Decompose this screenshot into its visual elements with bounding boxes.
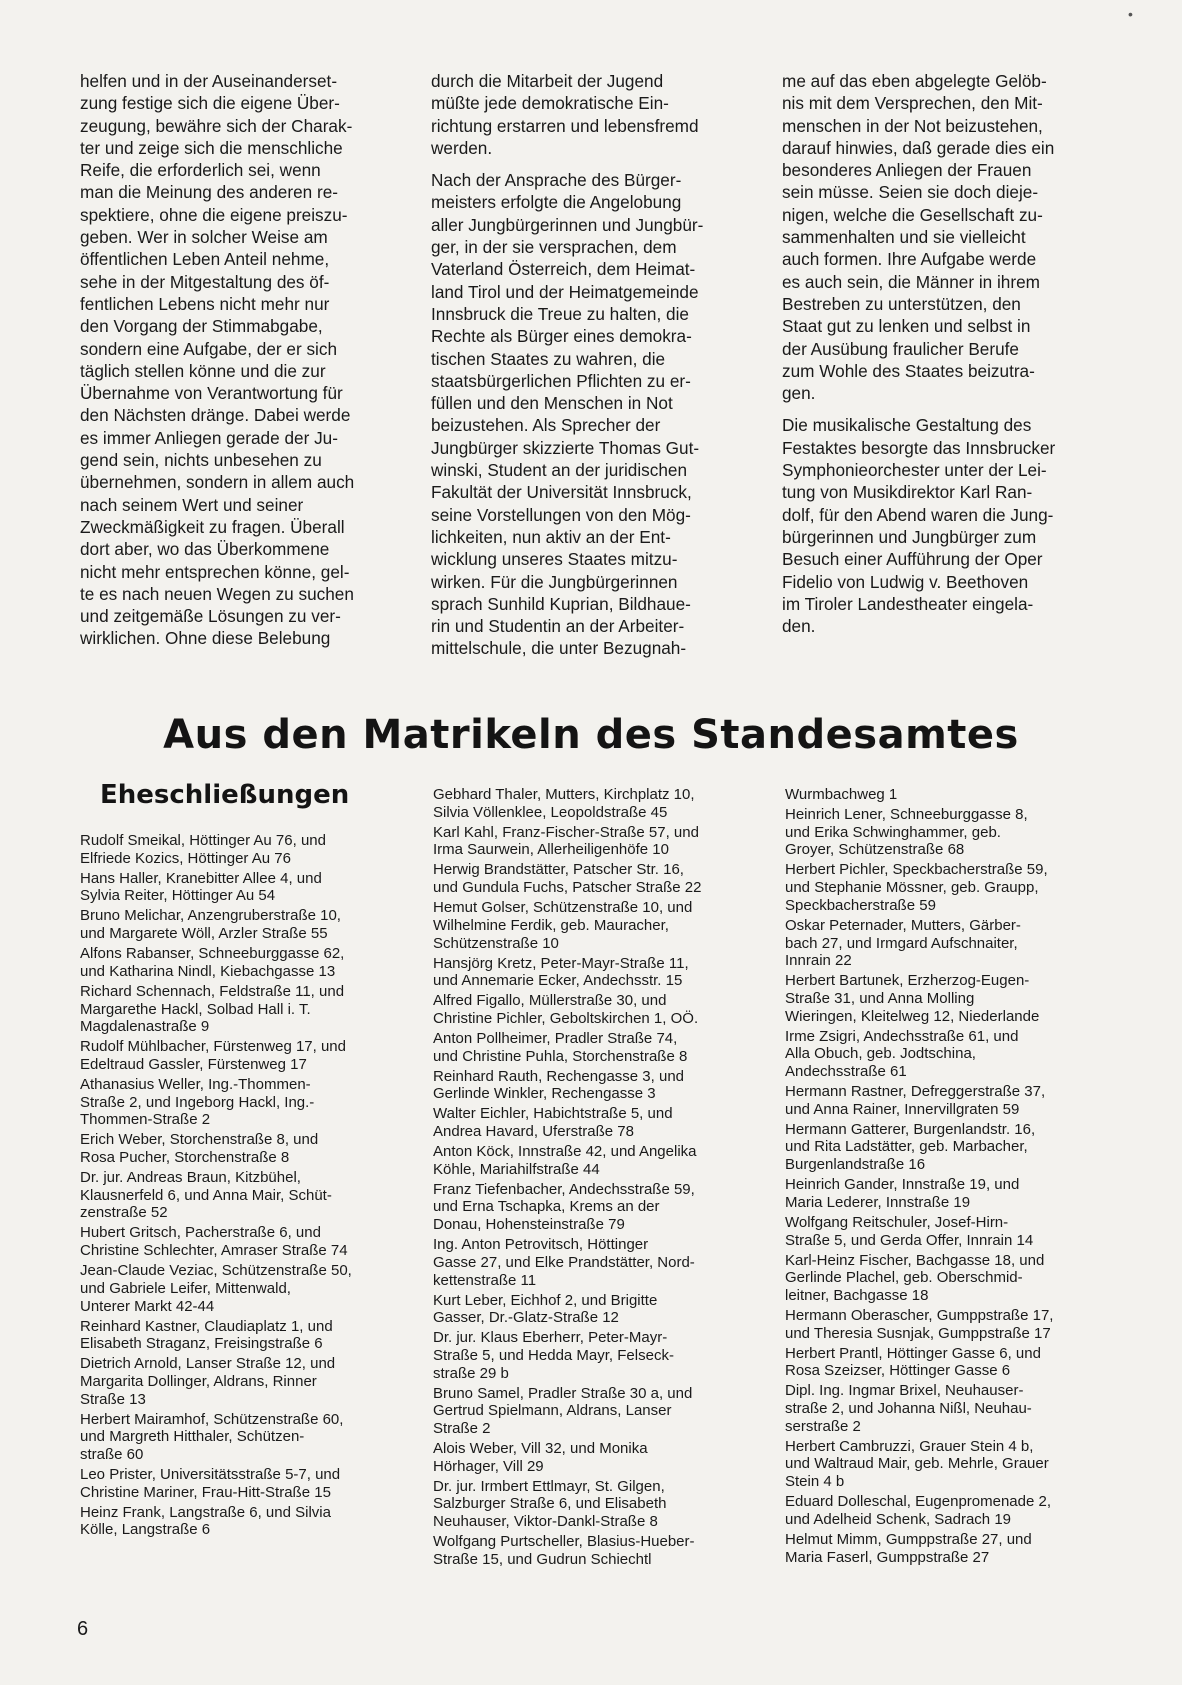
- corner-mark: •: [1128, 6, 1133, 22]
- marriage-entry: Alfons Rabanser, Schneeburggasse 62, und Katharina Nindl, Kiebachgasse 13: [80, 945, 345, 980]
- marriage-entry: Herwig Brandstätter, Patscher Str. 16, und Gundula Fuchs, Patscher Straße 22: [433, 861, 702, 897]
- marriage-entry: Dipl. Ing. Ingmar Brixel, Neuhauser- straße 2, und Johanna Nißl, Neuhau- serstraße 2: [785, 1382, 1032, 1435]
- marriage-entry: Hermann Gatterer, Burgenlandstr. 16, und Rita Ladstätter, geb. Marbacher, Burgenlandstraße 16: [785, 1120, 1036, 1174]
- marriage-entry: Helmut Mimm, Gumppstraße 27, und Maria Faserl, Gumppstraße 27: [785, 1530, 1032, 1566]
- marriage-entry: Walter Eichler, Habichtstraße 5, und Andrea Havard, Uferstraße 78: [433, 1105, 673, 1141]
- marriage-entry: Hermann Rastner, Defreggerstraße 37, und Anna Rainer, Innervillgraten 59: [785, 1083, 1046, 1118]
- marriage-entry: Eduard Dolleschal, Eugenpromenade 2, und Adelheid Schenk, Sadrach 19: [785, 1493, 1052, 1528]
- marriage-entry: Wolfgang Purtscheller, Blasius-Hueber- Straße 15, und Gudrun Schiechtl: [433, 1533, 695, 1568]
- marriage-entry: Ing. Anton Petrovitsch, Höttinger Gasse 27, und Elke Prandstätter, Nord- kettenstraße 11: [433, 1236, 695, 1289]
- marriage-entry: Hansjörg Kretz, Peter-Mayr-Straße 11, und Annemarie Ecker, Andechsstr. 15: [433, 954, 689, 990]
- marriage-entry: Irme Zsigri, Andechsstraße 61, und Alla Obuch, geb. Jodtschina, Andechsstraße 61: [785, 1027, 1019, 1081]
- marriage-entry: Heinz Frank, Langstraße 6, und Silvia Kölle, Langstraße 6: [80, 1503, 331, 1539]
- marriage-entry: Heinrich Gander, Innstraße 19, und Maria Lederer, Innstraße 19: [785, 1176, 1020, 1211]
- marriage-entry: Oskar Peternader, Mutters, Gärber- bach 27, und Irmgard Aufschnaiter, Innrain 22: [785, 916, 1021, 970]
- section-title: Aus den Matrikeln des Standesamtes: [163, 712, 1019, 758]
- marriage-entry: Hans Haller, Kranebitter Allee 4, und Sylvia Reiter, Höttinger Au 54: [80, 869, 322, 905]
- marriage-entry: Dr. jur. Klaus Eberherr, Peter-Mayr- Straße 5, und Hedda Mayr, Felseck- straße 29 b: [433, 1329, 674, 1382]
- marriage-entry: Bruno Samel, Pradler Straße 30 a, und Gertrud Spielmann, Aldrans, Lanser Straße 2: [433, 1384, 693, 1438]
- marriage-entry: Hubert Gritsch, Pacherstraße 6, und Christine Schlechter, Amraser Straße 74: [80, 1224, 348, 1260]
- article-paragraph: me auf das eben abgelegte Gelöb- nis mit dem Versprechen, den Mit- menschen in der Not beizustehen, darauf hinwies, daß gerade dies ein besonderes Anliegen der Frauen sein müsse. Seien sie doch dieje- nigen, welche die Gesellschaft zu- sammenhalten und sie vielleicht auch formen. Ihre Aufgabe werde es auch sein, die Männer in ihrem Bestreben zu unterstützen, den Staat gut zu lenken und selbst in der Ausübung fraulicher Berufe zum Wohle des Staates beizutra- gen.: [782, 71, 1055, 404]
- marriage-entry: Herbert Bartunek, Erzherzog-Eugen- Straße 31, und Anna Molling Wieringen, Kleitelweg 12, Niederlande: [785, 972, 1040, 1025]
- marriage-entry: Hemut Golser, Schützenstraße 10, und Wilhelmine Ferdik, geb. Mauracher, Schützenstraße 10: [433, 899, 693, 952]
- marriage-entry: Jean-Claude Veziac, Schützenstraße 50, und Gabriele Leifer, Mittenwald, Unterer Markt 42-44: [80, 1262, 352, 1315]
- marriage-entry: Anton Pollheimer, Pradler Straße 74, und Christine Puhla, Storchenstraße 8: [433, 1029, 688, 1065]
- marriage-entry: Kurt Leber, Eichhof 2, und Brigitte Gasser, Dr.-Glatz-Straße 12: [433, 1291, 658, 1327]
- marriage-entry: Wurmbachweg 1: [785, 786, 898, 803]
- marriage-entry: Anton Köck, Innstraße 42, und Angelika Köhle, Mariahilfstraße 44: [433, 1143, 697, 1178]
- article-paragraph: Nach der Ansprache des Bürger- meisters erfolgte die Angelobung aller Jungbürgerinnen und Jungbür- ger, in der sie versprachen, dem Vaterland Österreich, dem Heimat- land Tirol und der Heimatgemeinde Innsbruck die Treue zu halten, die Rechte als Bürger eines demokra- tischen Staates zu wahren, die staatsbürgerlichen Pflichten zu er- füllen und den Menschen in Not beizustehen. Als Sprecher der Jungbürger skizzierte Thomas Gut- winski, Student an der juridischen Fakultät der Universität Innsbruck, seine Vorstellungen von den Mög- lichkeiten, nun aktiv an der Ent- wicklung unseres Staates mitzu- wirken. Für die Jungbürgerinnen sprach Sunhild Kuprian, Bildhaue- rin und Studentin an der Arbeiter- mittelschule, die unter Bezugnah-: [431, 170, 704, 659]
- article-paragraph: Die musikalische Gestaltung des Festaktes besorgte das Innsbrucker Symphonieorchester unter der Lei- tung von Musikdirektor Karl Ran- dolf, für den Abend waren die Jung- bürgerinnen und Jungbürger zum Besuch einer Aufführung der Oper Fidelio von Ludwig v. Beethoven im Tiroler Landestheater eingela- den.: [782, 415, 1056, 637]
- section-subtitle: Eheschließungen: [100, 780, 350, 810]
- marriage-entry: Rudolf Mühlbacher, Fürstenweg 17, und Edeltraud Gassler, Fürstenweg 17: [80, 1038, 346, 1073]
- marriage-entry: Gebhard Thaler, Mutters, Kirchplatz 10, Silvia Völlenklee, Leopoldstraße 45: [433, 786, 695, 821]
- marriages-column-3: [785, 786, 1117, 1569]
- marriage-entry: Bruno Melichar, Anzengruberstraße 10, und Margarete Wöll, Arzler Straße 55: [80, 907, 341, 943]
- marriage-entry: Karl-Heinz Fischer, Bachgasse 18, und Gerlinde Plachel, geb. Oberschmid- leitner, Bachgasse 18: [785, 1251, 1045, 1304]
- marriage-entry: Rudolf Smeikal, Höttinger Au 76, und Elfriede Kozics, Höttinger Au 76: [80, 832, 326, 867]
- marriage-entry: Herbert Pichler, Speckbacherstraße 59, und Stephanie Mössner, geb. Graupp, Speckbacherstraße 59: [785, 861, 1048, 914]
- marriage-entry: Erich Weber, Storchenstraße 8, und Rosa Pucher, Storchenstraße 8: [80, 1131, 319, 1167]
- marriage-entry: Wolfgang Reitschuler, Josef-Hirn- Straße 5, und Gerda Offer, Innrain 14: [785, 1213, 1034, 1249]
- page-number: 6: [77, 1618, 89, 1640]
- marriage-entry: Reinhard Kastner, Claudiaplatz 1, und Elisabeth Straganz, Freisingstraße 6: [80, 1317, 333, 1353]
- marriage-entry: Reinhard Rauth, Rechengasse 3, und Gerlinde Winkler, Rechengasse 3: [433, 1067, 685, 1103]
- marriage-entry: Franz Tiefenbacher, Andechsstraße 59, und Erna Tschapka, Krems an der Donau, Hohensteinstraße 79: [433, 1180, 695, 1234]
- marriages-column-1: [80, 832, 412, 1541]
- marriage-entry: Herbert Prantl, Höttinger Gasse 6, und Rosa Szeizser, Höttinger Gasse 6: [785, 1344, 1041, 1380]
- marriage-entry: Alfred Figallo, Müllerstraße 30, und Christine Pichler, Geboltskirchen 1, OÖ.: [433, 992, 699, 1027]
- marriage-entry: Leo Prister, Universitätsstraße 5-7, und Christine Mariner, Frau-Hitt-Straße 15: [80, 1466, 341, 1501]
- marriage-entry: Dietrich Arnold, Lanser Straße 12, und Margarita Dollinger, Aldrans, Rinner Straße 13: [80, 1355, 336, 1408]
- marriage-entry: Athanasius Weller, Ing.-Thommen- Straße 2, und Ingeborg Hackl, Ing.- Thommen-Straße 2: [80, 1075, 315, 1129]
- article-paragraph: helfen und in der Auseinanderset- zung festige sich die eigene Über- zeugung, bewähre sich der Charak- ter und zeige sich die menschliche Reife, die erforderlich sei, wenn man die Meinung des anderen re- spektiere, ohne die eigene preiszu- geben. Wer in solcher Weise am öffentlichen Leben Anteil nehme, sehe in der Mitgestaltung des öf- fentlichen Lebens nicht mehr nur den Vorgang der Stimmabgabe, sondern eine Aufgabe, der er sich täglich stellen könne und die zur Übernahme von Verantwortung für den Nächsten dränge. Dabei werde es immer Anliegen gerade der Ju- gend sein, nichts unbesehen zu übernehmen, sondern in allem auch nach seinem Wert und seiner Zweckmäßigkeit zu fragen. Überall dort aber, wo das Überkommene nicht mehr entsprechen könne, gel- te es nach neuen Wegen zu suchen und zeitgemäße Lösungen zu ver- wirklichen. Ohne diese Belebung: [80, 71, 355, 649]
- marriage-entry: Richard Schennach, Feldstraße 11, und Margarethe Hackl, Solbad Hall i. T. Magdalenastraße 9: [80, 982, 345, 1036]
- marriage-entry: Heinrich Lener, Schneeburggasse 8, und Erika Schwinghammer, geb. Groyer, Schützenstraße 68: [785, 806, 1028, 859]
- marriage-entry: Hermann Oberascher, Gumppstraße 17, und Theresia Susnjak, Gumppstraße 17: [785, 1306, 1054, 1342]
- marriage-entry: Dr. jur. Irmbert Ettlmayr, St. Gilgen, Salzburger Straße 6, und Elisabeth Neuhauser, Viktor-Dankl-Straße 8: [433, 1477, 667, 1531]
- marriage-entry: Karl Kahl, Franz-Fischer-Straße 57, und Irma Saurwein, Allerheiligenhöfe 10: [433, 823, 699, 859]
- marriage-entry: Herbert Cambruzzi, Grauer Stein 4 b, und Waltraud Mair, geb. Mehrle, Grauer Stein 4 b: [785, 1437, 1049, 1491]
- marriage-entry: Herbert Mairamhof, Schützenstraße 60, und Margreth Hitthaler, Schützen- straße 60: [80, 1410, 344, 1464]
- marriage-entry: Alois Weber, Vill 32, und Monika Hörhager, Vill 29: [433, 1440, 648, 1475]
- marriages-column-2: [433, 786, 765, 1571]
- article-paragraph: durch die Mitarbeit der Jugend müßte jede demokratische Ein- richtung erstarren und lebensfremd werden.: [431, 71, 699, 158]
- marriage-entry: Dr. jur. Andreas Braun, Kitzbühel, Klausnerfeld 6, und Anna Mair, Schüt- zenstraße 52: [80, 1169, 332, 1222]
